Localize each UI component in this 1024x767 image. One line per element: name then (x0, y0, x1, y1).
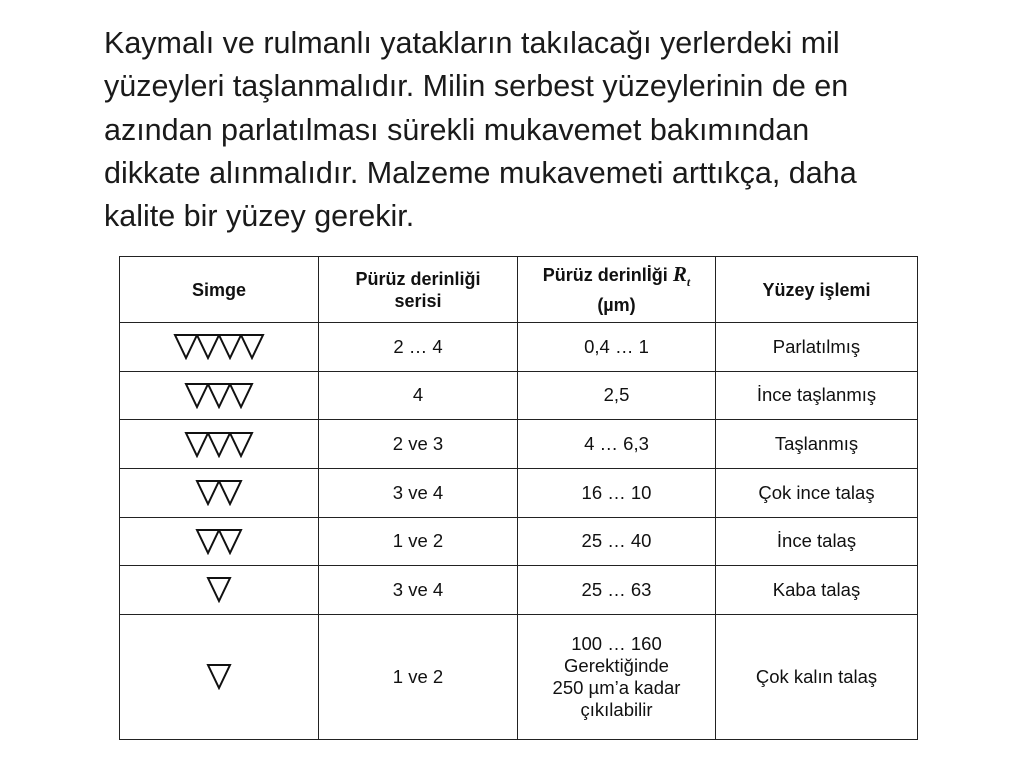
header-rt-text: Pürüz derinlİği (542, 265, 668, 286)
triangle-mark (208, 665, 230, 688)
islem-cell: İnce talaş (716, 517, 918, 566)
seri-cell: 4 (319, 371, 518, 420)
simge-cell (120, 566, 319, 615)
seri-cell: 2 … 4 (319, 323, 518, 372)
simge-cell (120, 468, 319, 517)
triangle-mark (175, 335, 197, 358)
triangle-mark (186, 384, 208, 407)
rt-cell: 16 … 10 (518, 468, 716, 517)
paragraph-line: yüzeyleri taşlanmalıdır. Milin serbest yüzeylerinin de en (104, 69, 849, 104)
paragraph-line: azından parlatılması sürekli mukavemet bakımından (104, 112, 810, 147)
seri-cell: 3 ve 4 (319, 566, 518, 615)
triangle-x4-icon (173, 333, 265, 360)
header-rt (518, 257, 716, 323)
triangle-mark (208, 433, 230, 456)
header-rt-unit: (µm) (597, 294, 636, 315)
rt-symbol: $R_t$ (672, 262, 691, 290)
triangle-x3-icon (184, 431, 254, 458)
triangle-mark (219, 481, 241, 504)
triangle-mark (208, 578, 230, 601)
header-islem: Yüzey işlemi (716, 257, 918, 323)
triangle-mark (230, 433, 252, 456)
triangle-mark (230, 384, 252, 407)
paragraph-line: dikkate alınmalıdır. Malzeme mukavemeti arttıkça, daha (104, 155, 857, 190)
rt-cell: 2,5 (518, 371, 716, 420)
islem-cell: İnce taşlanmış (716, 371, 918, 420)
triangle-mark (241, 335, 263, 358)
header-seri (319, 257, 518, 323)
table-header-row (120, 257, 918, 323)
rt-cell: 4 … 6,3 (518, 420, 716, 469)
header-simge: Simge (120, 257, 319, 323)
seri-cell: 3 ve 4 (319, 468, 518, 517)
paragraph-line: Kaymalı ve rulmanlı yatakların takılacağı yerlerdeki mil (104, 26, 840, 60)
triangle-mark (208, 384, 230, 407)
triangle-mark (219, 335, 241, 358)
table-row (120, 420, 918, 469)
paragraph-line: kalite bir yüzey gerekir. (104, 199, 415, 234)
triangle-x3-icon (184, 382, 254, 409)
table-row (120, 517, 918, 566)
simge-cell (120, 517, 319, 566)
islem-cell: Taşlanmış (716, 420, 918, 469)
rt-cell: 0,4 … 1 (518, 323, 716, 372)
seri-cell: 1 ve 2 (319, 614, 518, 739)
rt-cell-line: Gerektiğinde (564, 654, 669, 676)
islem-cell: Çok kalın talaş (716, 614, 918, 739)
header-seri-line1: Pürüz derinliği (355, 268, 481, 289)
islem-cell: Parlatılmış (716, 323, 918, 372)
triangle-x2-icon (195, 479, 243, 506)
header-rt-line1 (522, 263, 711, 293)
triangle-mark (197, 530, 219, 553)
rt-cell: 25 … 63 (518, 566, 716, 615)
triangle-mark (219, 530, 241, 553)
simge-cell (120, 371, 319, 420)
rt-cell-line: çıkılabilir (580, 698, 653, 720)
surface-finish-table (119, 256, 918, 740)
simge-cell (120, 323, 319, 372)
simge-cell (120, 420, 319, 469)
table-row (120, 566, 918, 615)
table-row (120, 614, 918, 739)
intro-paragraph (104, 22, 984, 238)
rt-cell (518, 614, 716, 739)
table-row (120, 371, 918, 420)
triangle-mark (197, 335, 219, 358)
triangle-mark (186, 433, 208, 456)
simge-cell (120, 614, 319, 739)
rt-cell: 25 … 40 (518, 517, 716, 566)
rt-cell-line: 100 … 160 (571, 632, 662, 654)
islem-cell: Çok ince talaş (716, 468, 918, 517)
table-row (120, 468, 918, 517)
seri-cell: 1 ve 2 (319, 517, 518, 566)
islem-cell: Kaba talaş (716, 566, 918, 615)
rt-cell-line: 250 µm’a kadar (552, 676, 681, 698)
triangle-mark (197, 481, 219, 504)
triangle-x2-icon (195, 528, 243, 555)
triangle-x1-icon (206, 663, 232, 690)
triangle-x1-icon (206, 576, 232, 603)
table-row (120, 323, 918, 372)
seri-cell: 2 ve 3 (319, 420, 518, 469)
header-seri-line2: serisi (394, 290, 442, 311)
